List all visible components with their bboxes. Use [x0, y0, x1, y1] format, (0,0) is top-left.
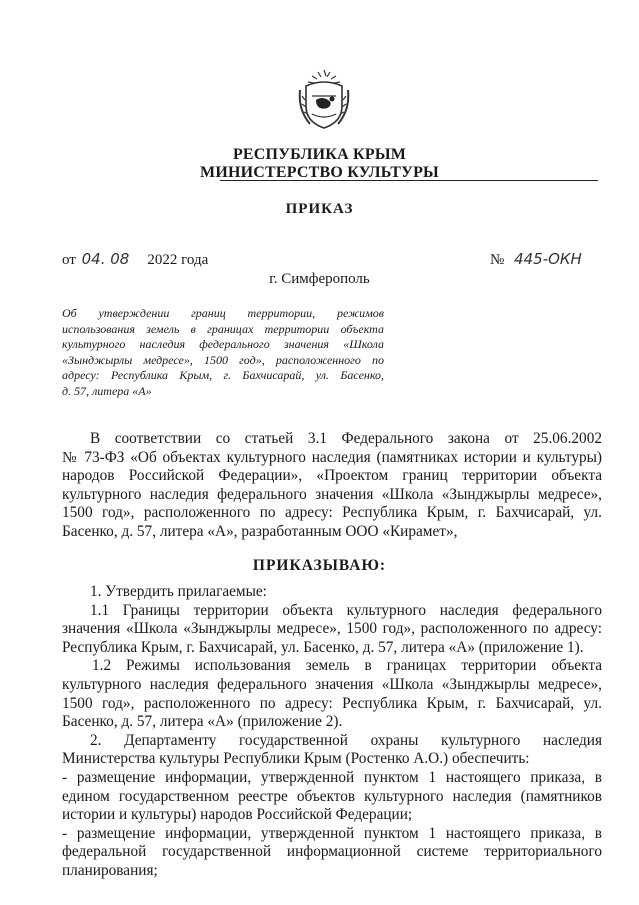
item-1: 1. Утвердить прилагаемые: [90, 583, 267, 600]
document-type: ПРИКАЗ [285, 201, 354, 217]
item-1-1-line: значения «Школа «Зынджырлы медресе», 1500 год», расположенного по адресу: [62, 620, 602, 638]
item-2-line: Министерства культуры Республики Крым (Ростенко А.О.) обеспечить: [62, 750, 530, 768]
preamble-line: народов Российской Федерации», «Проектом границ территории объекта [62, 467, 602, 485]
bullet-1-line: едином государственном реестре объектов культурного наследия (памятников [62, 787, 602, 805]
bullet-2-line: - размещение информации, утвержденной пунктом 1 настоящего приказа, в [62, 824, 602, 842]
date-line [62, 250, 208, 269]
subject-line: д. 57, литера «А» [62, 383, 152, 398]
date-prefix: от [62, 252, 76, 268]
crimea-coat-of-arms-icon [296, 66, 352, 132]
date-handwritten: 04. 08 [81, 250, 130, 268]
republic-title: РЕСПУБЛИКА КРЫМ [232, 146, 407, 163]
subject-line: «Зынджырлы медресе», 1500 год», расположенного по [62, 352, 384, 367]
ministry-title: МИНИСТЕРСТВО КУЛЬТУРЫ [200, 164, 439, 181]
subject-line: культурного наследия федерального значения «Школа [62, 337, 384, 352]
item-1-1-line: 1.1 Границы территории объекта культурного наследия федерального [90, 601, 602, 619]
bullet-1-line: истории и культуры) народов Российской Федерации; [62, 806, 413, 824]
number-prefix: № [490, 252, 505, 268]
bullet-2-line: федеральной государственной информационной системе территориального [62, 843, 602, 861]
preamble-line: 1500 год», расположенного по адресу: Республика Крым, г. Бахчисарай, ул. [62, 504, 602, 522]
preamble-line: № 73-ФЗ «Об объектах культурного наследия (памятниках истории и культуры) [62, 448, 602, 466]
header-divider [220, 180, 598, 181]
subject-block [62, 306, 384, 400]
item-1-2-line: 1.2 Режимы использования земель в границах территории объекта [92, 657, 602, 675]
item-1-2-line: Басенко, д. 57, литера «А» (приложение 2). [62, 713, 343, 731]
subject-line: адресу: Республика Крым, г. Бахчисарай, ул. Басенко, [62, 368, 384, 383]
bullet-2-line: планирования; [62, 861, 158, 879]
preamble-line: Басенко, д. 57, литера «А», разработанным ООО «Кирамет», [62, 522, 458, 540]
preamble-line: культурного наследия федерального значения «Школа «Зынджырлы медресе», [62, 485, 602, 503]
item-1-2-line: культурного наследия федерального значения «Школа «Зынджырлы медресе», [62, 675, 602, 693]
preamble-paragraph [62, 430, 602, 542]
number-line [490, 250, 582, 269]
preamble-line: В соответствии со статьей 3.1 Федерального закона от 25.06.2002 [90, 430, 602, 447]
bullet-1-line: - размещение информации, утвержденной пунктом 1 настоящего приказа, в [62, 768, 602, 786]
subject-line: использования земель в границах территории объекта [62, 321, 384, 336]
city: г. Симферополь [269, 271, 370, 287]
subject-line: Об утверждении границ территории, режимов [62, 306, 384, 320]
item-1-1-line: Республика Крым, г. Бахчисарай, ул. Басенко, д. 57, литера «А» (приложение 1). [62, 638, 584, 656]
item-2-line: 2. Департаменту государственной охраны культурного наследия [90, 731, 602, 749]
order-word: ПРИКАЗЫВАЮ: [252, 557, 387, 574]
number-handwritten: 445-ОКН [514, 250, 582, 268]
date-suffix: 2022 года [147, 252, 209, 268]
item-1-2-line: 1500 год», расположенного по адресу: Республика Крым, г. Бахчисарай, ул. [62, 694, 602, 712]
order-items [62, 583, 602, 881]
